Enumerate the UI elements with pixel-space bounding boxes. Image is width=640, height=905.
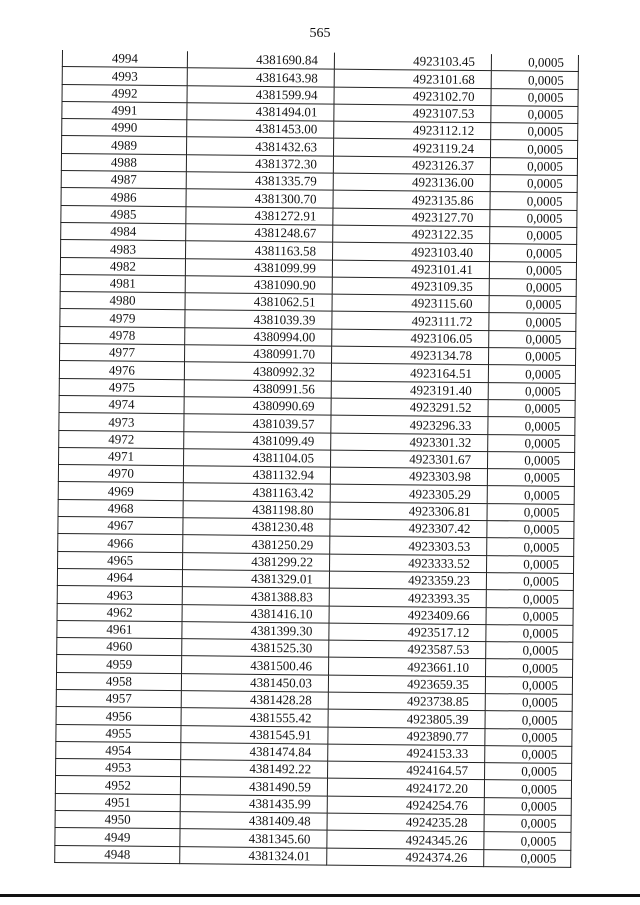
point-number-cell: 4993	[62, 67, 187, 85]
value-cell: 0,0005	[489, 278, 576, 296]
y-coordinate-cell: 4923127.70	[333, 208, 490, 227]
value-cell: 0,0005	[489, 296, 576, 314]
y-coordinate-cell: 4923333.52	[330, 554, 487, 573]
x-coordinate-cell: 4381039.57	[184, 414, 331, 433]
x-coordinate-cell: 4381039.39	[185, 310, 332, 329]
value-cell: 0,0005	[487, 555, 574, 573]
x-coordinate-cell: 4381299.22	[183, 552, 330, 571]
value-cell: 0,0005	[484, 849, 571, 867]
value-cell: 0,0005	[490, 227, 577, 245]
y-coordinate-cell: 4923136.00	[333, 173, 490, 192]
y-coordinate-cell: 4923393.35	[329, 588, 486, 607]
point-number-cell: 4959	[57, 655, 182, 673]
value-cell: 0,0005	[488, 451, 575, 469]
y-coordinate-cell: 4923191.40	[331, 381, 488, 400]
x-coordinate-cell: 4381198.80	[183, 500, 330, 519]
x-coordinate-cell: 4380994.00	[185, 327, 332, 346]
y-coordinate-cell: 4924164.57	[328, 761, 485, 780]
table-body	[55, 50, 579, 867]
point-number-cell: 4951	[55, 793, 180, 811]
point-number-cell: 4950	[55, 811, 180, 829]
value-cell: 0,0005	[488, 417, 575, 435]
value-cell: 0,0005	[491, 88, 578, 106]
x-coordinate-cell: 4381555.42	[181, 708, 328, 727]
x-coordinate-cell: 4381690.84	[187, 51, 334, 69]
y-coordinate-cell: 4924345.26	[327, 830, 484, 849]
point-number-cell: 4952	[55, 776, 180, 794]
table-row	[55, 845, 571, 867]
x-coordinate-cell: 4381388.83	[182, 587, 329, 606]
x-coordinate-cell: 4380990.69	[184, 397, 331, 416]
y-coordinate-cell: 4924254.76	[327, 796, 484, 815]
value-cell: 0,0005	[490, 157, 577, 175]
point-number-cell: 4970	[58, 465, 183, 483]
value-cell: 0,0005	[486, 642, 573, 660]
value-cell: 0,0005	[487, 486, 574, 504]
x-coordinate-cell: 4381099.99	[185, 258, 332, 277]
y-coordinate-cell: 4923359.23	[329, 571, 486, 590]
value-cell: 0,0005	[488, 400, 575, 418]
value-cell: 0,0005	[489, 261, 576, 279]
point-number-cell: 4978	[60, 326, 185, 344]
y-coordinate-cell: 4923301.32	[331, 433, 488, 452]
point-number-cell: 4994	[62, 50, 187, 68]
point-number-cell: 4964	[57, 568, 182, 586]
point-number-cell: 4958	[56, 672, 181, 690]
y-coordinate-cell: 4923135.86	[333, 190, 490, 209]
y-coordinate-cell: 4923301.67	[331, 450, 488, 469]
value-cell: 0,0005	[485, 745, 572, 763]
point-number-cell: 4963	[57, 586, 182, 604]
y-coordinate-cell: 4923103.40	[332, 242, 489, 261]
point-number-cell: 4986	[61, 188, 186, 206]
value-cell: 0,0005	[485, 711, 572, 729]
point-number-cell: 4984	[61, 222, 186, 240]
point-number-cell: 4948	[55, 845, 180, 863]
x-coordinate-cell: 4381545.91	[181, 725, 328, 744]
y-coordinate-cell: 4923296.33	[331, 415, 488, 434]
y-coordinate-cell: 4923307.42	[330, 519, 487, 538]
point-number-cell: 4981	[60, 274, 185, 292]
value-cell: 0,0005	[485, 728, 572, 746]
y-coordinate-cell: 4923112.12	[334, 121, 491, 140]
value-cell: 0,0005	[490, 175, 577, 193]
x-coordinate-cell: 4381090.90	[185, 276, 332, 295]
x-coordinate-cell: 4381230.48	[183, 518, 330, 537]
value-cell: 0,0005	[486, 624, 573, 642]
y-coordinate-cell: 4923303.53	[330, 536, 487, 555]
y-coordinate-cell: 4923890.77	[328, 727, 485, 746]
x-coordinate-cell: 4381490.59	[180, 777, 327, 796]
x-coordinate-cell: 4381104.05	[184, 449, 331, 468]
value-cell: 0,0005	[491, 106, 578, 124]
y-coordinate-cell: 4923119.24	[333, 139, 490, 158]
x-coordinate-cell: 4381474.84	[181, 743, 328, 762]
x-coordinate-cell: 4381062.51	[185, 293, 332, 312]
x-coordinate-cell: 4381599.94	[187, 85, 334, 104]
y-coordinate-cell: 4923738.85	[328, 692, 485, 711]
x-coordinate-cell: 4381494.01	[187, 103, 334, 122]
y-coordinate-cell: 4923107.53	[334, 104, 491, 123]
value-cell: 0,0005	[486, 573, 573, 591]
y-coordinate-cell: 4924153.33	[328, 744, 485, 763]
x-coordinate-cell: 4381132.94	[183, 466, 330, 485]
x-coordinate-cell: 4381409.48	[180, 812, 327, 831]
x-coordinate-cell: 4381500.46	[182, 656, 329, 675]
y-coordinate-cell: 4923101.68	[334, 69, 491, 88]
value-cell: 0,0005	[489, 330, 576, 348]
x-coordinate-cell: 4381416.10	[182, 604, 329, 623]
y-coordinate-cell: 4923409.66	[329, 606, 486, 625]
value-cell: 0,0005	[489, 244, 576, 262]
value-cell: 0,0005	[484, 815, 571, 833]
value-cell: 0,0005	[491, 71, 578, 89]
value-cell: 0,0005	[485, 694, 572, 712]
point-number-cell: 4962	[57, 603, 182, 621]
y-coordinate-cell: 4923805.39	[328, 709, 485, 728]
x-coordinate-cell: 4380991.56	[184, 379, 331, 398]
point-number-cell: 4989	[62, 136, 187, 154]
value-cell: 0,0005	[486, 607, 573, 625]
point-number-cell: 4953	[56, 759, 181, 777]
point-number-cell: 4987	[61, 171, 186, 189]
y-coordinate-cell: 4923103.45	[334, 53, 491, 71]
value-cell: 0,0005	[487, 503, 574, 521]
point-number-cell: 4967	[58, 516, 183, 534]
y-coordinate-cell: 4923587.53	[329, 640, 486, 659]
point-number-cell: 4973	[59, 413, 184, 431]
x-coordinate-cell: 4381450.03	[181, 673, 328, 692]
point-number-cell: 4979	[60, 309, 185, 327]
x-coordinate-cell: 4381329.01	[182, 570, 329, 589]
x-coordinate-cell: 4381372.30	[186, 154, 333, 173]
x-coordinate-cell: 4381453.00	[187, 120, 334, 139]
y-coordinate-cell: 4923661.10	[329, 657, 486, 676]
page-bottom-rule	[0, 894, 640, 897]
point-number-cell: 4991	[62, 101, 187, 119]
value-cell: 0,0005	[486, 590, 573, 608]
value-cell: 0,0005	[491, 54, 578, 72]
point-number-cell: 4972	[59, 430, 184, 448]
page-number: 565	[309, 26, 331, 41]
x-coordinate-cell: 4381435.99	[180, 794, 327, 813]
y-coordinate-cell: 4923111.72	[332, 312, 489, 331]
x-coordinate-cell: 4381300.70	[186, 189, 333, 208]
value-cell: 0,0005	[490, 140, 577, 158]
x-coordinate-cell: 4380991.70	[185, 345, 332, 364]
point-number-cell: 4990	[62, 119, 187, 137]
point-number-cell: 4949	[55, 828, 180, 846]
point-number-cell: 4977	[60, 344, 185, 362]
value-cell: 0,0005	[488, 365, 575, 383]
point-number-cell: 4965	[58, 551, 183, 569]
x-coordinate-cell: 4381163.58	[186, 241, 333, 260]
y-coordinate-cell: 4923659.35	[328, 675, 485, 694]
x-coordinate-cell: 4381272.91	[186, 206, 333, 225]
point-number-cell: 4957	[56, 689, 181, 707]
value-cell: 0,0005	[487, 538, 574, 556]
y-coordinate-cell: 4923134.78	[332, 346, 489, 365]
point-number-cell: 4975	[59, 378, 184, 396]
value-cell: 0,0005	[484, 832, 571, 850]
x-coordinate-cell: 4381428.28	[181, 691, 328, 710]
point-number-cell: 4982	[60, 257, 185, 275]
point-number-cell: 4983	[61, 240, 186, 258]
y-coordinate-cell: 4923291.52	[331, 398, 488, 417]
coordinates-table	[54, 50, 562, 868]
x-coordinate-cell: 4381399.30	[182, 621, 329, 640]
y-coordinate-cell: 4923109.35	[332, 277, 489, 296]
point-number-cell: 4974	[59, 395, 184, 413]
x-coordinate-cell: 4380992.32	[184, 362, 331, 381]
y-coordinate-cell: 4923102.70	[334, 87, 491, 106]
y-coordinate-cell: 4924172.20	[327, 779, 484, 798]
x-coordinate-cell: 4381432.63	[187, 137, 334, 156]
x-coordinate-cell: 4381643.98	[187, 68, 334, 87]
point-number-cell: 4960	[57, 638, 182, 656]
y-coordinate-cell: 4923303.98	[330, 467, 487, 486]
point-number-cell: 4968	[58, 499, 183, 517]
x-coordinate-cell: 4381248.67	[186, 224, 333, 243]
x-coordinate-cell: 4381335.79	[186, 172, 333, 191]
point-number-cell: 4954	[56, 741, 181, 759]
x-coordinate-cell: 4381324.01	[180, 846, 327, 865]
value-cell: 0,0005	[485, 676, 572, 694]
y-coordinate-cell: 4923164.51	[331, 363, 488, 382]
y-coordinate-cell: 4923115.60	[332, 294, 489, 313]
point-number-cell: 4955	[56, 724, 181, 742]
y-coordinate-cell: 4923122.35	[333, 225, 490, 244]
value-cell: 0,0005	[488, 382, 575, 400]
x-coordinate-cell: 4381525.30	[182, 639, 329, 658]
point-number-cell: 4966	[58, 534, 183, 552]
y-coordinate-cell: 4923126.37	[333, 156, 490, 175]
value-cell: 0,0005	[485, 763, 572, 781]
point-number-cell: 4971	[59, 447, 184, 465]
x-coordinate-cell: 4381099.49	[184, 431, 331, 450]
x-coordinate-cell: 4381163.42	[183, 483, 330, 502]
point-number-cell: 4956	[56, 707, 181, 725]
y-coordinate-cell: 4923517.12	[329, 623, 486, 642]
value-cell: 0,0005	[489, 313, 576, 331]
value-cell: 0,0005	[491, 123, 578, 141]
point-number-cell: 4980	[60, 292, 185, 310]
point-number-cell: 4988	[61, 153, 186, 171]
value-cell: 0,0005	[484, 797, 571, 815]
value-cell: 0,0005	[487, 521, 574, 539]
y-coordinate-cell: 4924374.26	[327, 848, 484, 867]
y-coordinate-cell: 4923106.05	[332, 329, 489, 348]
coordinates-table-grid	[54, 50, 579, 868]
y-coordinate-cell: 4923306.81	[330, 502, 487, 521]
y-coordinate-cell: 4923101.41	[332, 260, 489, 279]
point-number-cell: 4992	[62, 84, 187, 102]
y-coordinate-cell: 4924235.28	[327, 813, 484, 832]
x-coordinate-cell: 4381345.60	[180, 829, 327, 848]
x-coordinate-cell: 4381250.29	[183, 535, 330, 554]
value-cell: 0,0005	[486, 659, 573, 677]
y-coordinate-cell: 4923305.29	[330, 485, 487, 504]
point-number-cell: 4969	[58, 482, 183, 500]
value-cell: 0,0005	[487, 469, 574, 487]
x-coordinate-cell: 4381492.22	[181, 760, 328, 779]
value-cell: 0,0005	[490, 209, 577, 227]
value-cell: 0,0005	[490, 192, 577, 210]
value-cell: 0,0005	[488, 348, 575, 366]
point-number-cell: 4961	[57, 620, 182, 638]
value-cell: 0,0005	[488, 434, 575, 452]
point-number-cell: 4976	[59, 361, 184, 379]
point-number-cell: 4985	[61, 205, 186, 223]
value-cell: 0,0005	[484, 780, 571, 798]
